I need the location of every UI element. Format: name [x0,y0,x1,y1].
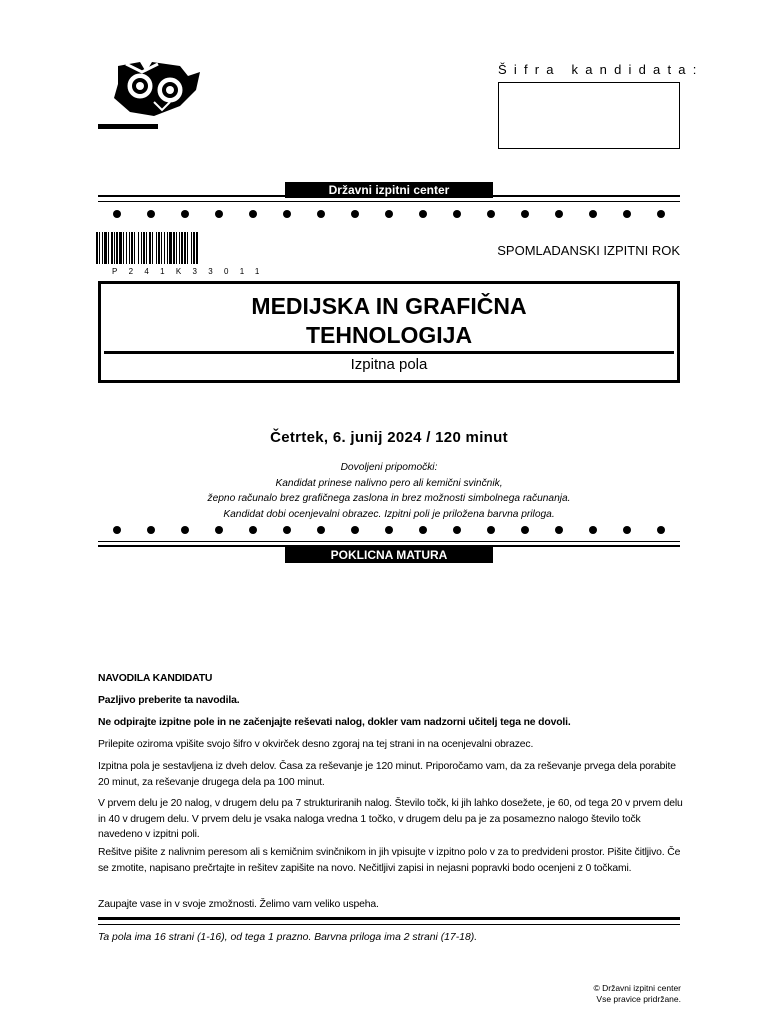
exam-title-line2: TEHNOLOGIJA [305,322,473,348]
allowed-aids-line: Dovoljeni pripomočki: [340,462,438,473]
dot-row-bottom [98,526,680,536]
dot [453,526,461,534]
dot [181,526,189,534]
exam-subtitle: Izpitna pola [350,356,428,373]
dot [453,210,461,218]
dot [215,210,223,218]
dot [147,210,155,218]
allowed-aids-line: Kandidat prinese nalivno pero ali kemični svinčnik, [275,477,503,489]
allowed-aids-line: žepno računalo brez grafičnega zaslona in brez možnosti simbolnega računanja. [207,493,571,504]
exam-title-line1: MEDIJSKA IN GRAFIČNA [251,293,527,319]
candidate-code-box[interactable] [498,82,680,149]
allowed-aids-line: Kandidat dobi ocenjevalni obrazec. Izpitni poli je priložena barvna priloga. [223,508,555,520]
dot [181,210,189,218]
bottom-rule-thin [98,924,680,925]
dot [419,210,427,218]
dot [351,210,359,218]
instructions-bold-1: Pazljivo preberite ta navodila. [98,695,240,706]
lower-band [98,541,680,573]
dot [113,210,121,218]
pages-note: Ta pola ima 16 strani (1-16), od tega 1 prazno. Barvna priloga ima 2 strani (17-18). [98,932,478,943]
logo-underline [98,124,158,129]
dot [249,210,257,218]
barcode-number: P241K33011 [112,267,271,276]
dot [317,210,325,218]
exam-date-duration: Četrtek, 6. junij 2024 / 120 minut [270,429,508,446]
dot [385,210,393,218]
barcode [96,232,268,264]
ric-logo [96,58,208,132]
dot [317,526,325,534]
dot [487,526,495,534]
dot [283,526,291,534]
dot [249,526,257,534]
footer [480,983,681,1005]
exam-session: SPOMLADANSKI IZPITNI ROK [497,243,680,258]
dot [487,210,495,218]
dot [555,526,563,534]
dot-row-top [98,210,680,220]
dot [419,526,427,534]
dot [521,210,529,218]
dot [351,526,359,534]
dot [215,526,223,534]
dot [623,526,631,534]
candidate-code-label: Šifra kandidata: [498,62,704,77]
dot [589,526,597,534]
exam-title [104,292,674,350]
dot [623,210,631,218]
lower-band-label: POKLICNA MATURA [285,547,493,563]
instructions-heading: NAVODILA KANDIDATU [98,673,213,684]
allowed-aids [98,460,680,522]
instructions-paragraph: V prvem delu je 20 nalog, v drugem delu pa 7 strukturiranih nalog. Število točk, ki jih lahko dosežete, je 60, od tega 20 v prvem delu in 40 v drugem delu. V prvem delu je vsaka naloga vredna 1 točko, v drugem delu pa je za posamezno nalogo število točk navedeno v izpitni poli. [98,798,683,840]
dot [113,526,121,534]
dot [283,210,291,218]
title-inner [104,287,674,354]
header-band-label: Državni izpitni center [285,182,493,198]
title-box [98,281,680,383]
instructions-paragraph: Izpitna pola je sestavljena iz dveh delov. Časa za reševanje je 120 minut. Priporočamo vam, da za reševanje prvega dela porabite 20 minut, za reševanje drugega dela pa 100 minut. [98,761,676,788]
dot [147,526,155,534]
footer-rights: Vse pravice pridržane. [596,994,681,1004]
instructions-paragraph: Prilepite oziroma vpišite svojo šifro v okvirček desno zgoraj na tej strani in na ocenjevalni obrazec. [98,739,534,750]
dot [657,526,665,534]
instructions-paragraph: Rešitve pišite z nalivnim peresom ali s kemičnim svinčnikom in jih vpisujte v izpitno polo v za to predvideni prostor. Pišite čitljivo. Če se zmotite, napisano prečrtajte in rešitev zapišite na novo. Nečitljivi zapisi in nejasni popravki bodo ocenjeni z 0 točkami. [98,847,681,874]
instructions-paragraph: Zaupajte vase in v svoje zmožnosti. Želimo vam veliko uspeha. [98,899,379,910]
dot [385,526,393,534]
bottom-rule [98,917,680,924]
instructions-bold-2: Ne odpirajte izpitne pole in ne začenjajte reševati nalog, dokler vam nadzorni učitelj tega ne dovoli. [98,717,571,728]
dot [657,210,665,218]
dot [555,210,563,218]
footer-copyright: © Državni izpitni center [593,983,681,993]
dot [521,526,529,534]
dot [589,210,597,218]
